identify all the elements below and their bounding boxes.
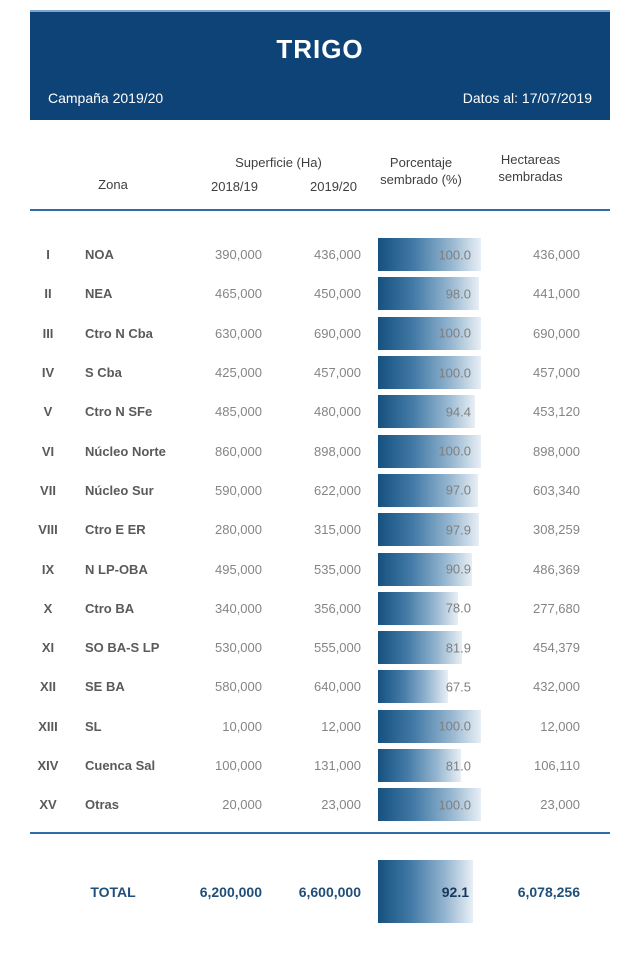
zone-numeral: XI xyxy=(41,640,55,656)
hectareas-sembradas: 898,000 xyxy=(533,443,580,459)
zone-name: SO BA-S LP xyxy=(85,640,160,656)
superficie-2018-19: 580,000 xyxy=(215,679,262,695)
superficie-2019-20: 436,000 xyxy=(314,247,361,263)
percent-bar-track xyxy=(378,749,481,782)
superficie-2019-20: 535,000 xyxy=(314,561,361,577)
zone-numeral: III xyxy=(42,325,54,341)
superficie-2019-20: 690,000 xyxy=(314,325,361,341)
report-header-banner xyxy=(30,10,610,120)
total-superficie-2019-20: 6,600,000 xyxy=(298,883,361,900)
table-row xyxy=(30,274,610,313)
hectareas-sembradas: 457,000 xyxy=(533,365,580,381)
superficie-2018-19: 590,000 xyxy=(215,482,262,498)
zone-name: SE BA xyxy=(85,679,125,695)
superficie-2019-20: 898,000 xyxy=(314,443,361,459)
table-row xyxy=(30,314,610,353)
zone-name: Ctro E ER xyxy=(85,522,146,538)
superficie-2019-20: 356,000 xyxy=(314,600,361,616)
total-label: TOTAL xyxy=(90,883,136,900)
col-header-superficie: Superficie (Ha) xyxy=(235,155,322,170)
percent-value: 100.0 xyxy=(438,443,471,459)
hectareas-sembradas: 277,680 xyxy=(533,600,580,616)
table-row xyxy=(30,510,610,549)
total-superficie-2018-19: 6,200,000 xyxy=(199,883,262,900)
hectareas-sembradas: 690,000 xyxy=(533,325,580,341)
table-row xyxy=(30,235,610,274)
total-divider-line xyxy=(30,832,610,834)
superficie-2018-19: 530,000 xyxy=(215,640,262,656)
col-header-zona: Zona xyxy=(98,177,128,192)
table-row xyxy=(30,628,610,667)
percent-value: 67.5 xyxy=(445,679,471,695)
superficie-2019-20: 457,000 xyxy=(314,365,361,381)
superficie-2018-19: 425,000 xyxy=(215,365,262,381)
total-hectareas-sembradas: 6,078,256 xyxy=(517,883,580,900)
zone-name: Ctro BA xyxy=(85,600,135,616)
table-row xyxy=(30,785,610,824)
percent-value: 78.0 xyxy=(445,600,471,616)
superficie-2018-19: 860,000 xyxy=(215,443,262,459)
hectareas-sembradas: 603,340 xyxy=(533,482,580,498)
zone-name: NOA xyxy=(85,247,114,263)
table-row xyxy=(30,471,610,510)
zone-name: Otras xyxy=(85,797,119,813)
superficie-2019-20: 131,000 xyxy=(314,758,361,773)
zone-name: N LP-OBA xyxy=(85,561,148,577)
hectareas-sembradas: 12,000 xyxy=(540,718,580,734)
percent-bar-track xyxy=(378,395,481,428)
superficie-2019-20: 12,000 xyxy=(321,718,361,734)
percent-value: 90.9 xyxy=(445,561,471,577)
zone-name: Ctro N Cba xyxy=(85,325,153,341)
hectareas-sembradas: 441,000 xyxy=(533,286,580,302)
zone-numeral: IV xyxy=(41,365,55,381)
percent-value: 97.0 xyxy=(445,482,471,498)
zone-numeral: XV xyxy=(39,797,57,813)
zone-name: NEA xyxy=(85,286,113,302)
percent-value: 100.0 xyxy=(438,325,471,341)
percent-bar-track xyxy=(378,474,481,507)
hectareas-sembradas: 486,369 xyxy=(533,561,580,577)
total-percent-bar-track xyxy=(378,860,481,923)
percent-bar-track xyxy=(378,631,481,664)
percent-bar-track xyxy=(378,356,481,389)
superficie-2019-20: 450,000 xyxy=(314,286,361,302)
report-subheader xyxy=(30,90,610,120)
report-title: TRIGO xyxy=(276,34,364,64)
hectareas-sembradas: 454,379 xyxy=(533,640,580,656)
zone-numeral: IX xyxy=(41,561,55,577)
percent-value: 97.9 xyxy=(445,522,471,538)
zone-numeral: XIII xyxy=(38,718,58,734)
table-row xyxy=(30,707,610,746)
zone-numeral: XII xyxy=(40,679,56,695)
superficie-2019-20: 555,000 xyxy=(314,640,361,656)
zone-name: SL xyxy=(85,718,102,734)
hectareas-sembradas: 106,110 xyxy=(533,758,580,773)
zone-name: Ctro N SFe xyxy=(85,404,153,420)
hectareas-sembradas: 23,000 xyxy=(540,797,580,813)
percent-bar-track xyxy=(378,710,481,743)
hectareas-sembradas: 453,120 xyxy=(533,404,580,420)
campaign-label: Campaña 2019/20 xyxy=(48,90,164,106)
total-percent-value: 92.1 xyxy=(441,883,469,900)
table-row xyxy=(30,589,610,628)
percent-value: 100.0 xyxy=(438,797,471,813)
percent-value: 100.0 xyxy=(438,365,471,381)
percent-bar-track xyxy=(378,788,481,821)
col-header-superficie-group xyxy=(196,155,361,194)
zone-numeral: VII xyxy=(40,482,56,498)
zone-name: Núcleo Sur xyxy=(85,482,154,498)
col-header-years xyxy=(196,179,361,194)
superficie-2018-19: 495,000 xyxy=(215,561,262,577)
superficie-2019-20: 622,000 xyxy=(314,482,361,498)
percent-value: 81.9 xyxy=(445,640,471,656)
percent-bar xyxy=(378,670,448,703)
superficie-2018-19: 100,000 xyxy=(215,758,262,773)
percent-bar-track xyxy=(378,553,481,586)
table-row xyxy=(30,392,610,431)
percent-bar-track xyxy=(378,670,481,703)
zone-numeral: X xyxy=(43,600,53,616)
col-header-hectareas-line1: Hectareas xyxy=(500,152,561,167)
table-row xyxy=(30,746,610,785)
percent-bar-track xyxy=(378,513,481,546)
percent-value: 100.0 xyxy=(438,718,471,734)
superficie-2019-20: 480,000 xyxy=(314,404,361,420)
col-header-porcentaje-line1: Porcentaje xyxy=(389,155,453,170)
col-header-hectareas-line2: sembradas xyxy=(498,169,563,184)
percent-value: 100.0 xyxy=(438,247,471,263)
superficie-2018-19: 630,000 xyxy=(215,325,262,341)
table-rows xyxy=(30,235,610,824)
percent-bar-track xyxy=(378,238,481,271)
zone-numeral: I xyxy=(46,247,50,263)
percent-value: 81.0 xyxy=(445,758,471,773)
superficie-2019-20: 315,000 xyxy=(314,522,361,538)
superficie-2018-19: 20,000 xyxy=(222,797,262,813)
zone-name: S Cba xyxy=(85,365,122,381)
hectareas-sembradas: 436,000 xyxy=(533,247,580,263)
total-row xyxy=(30,860,610,923)
percent-bar-track xyxy=(378,317,481,350)
hectareas-sembradas: 432,000 xyxy=(533,679,580,695)
table-column-headers xyxy=(30,142,610,194)
trigo-report xyxy=(30,10,610,923)
superficie-2019-20: 640,000 xyxy=(314,679,361,695)
col-header-porcentaje xyxy=(361,154,481,194)
zone-name: Núcleo Norte xyxy=(85,443,166,459)
zone-numeral: V xyxy=(43,404,53,420)
zone-numeral: XIV xyxy=(37,758,59,773)
percent-bar-track xyxy=(378,435,481,468)
superficie-2018-19: 485,000 xyxy=(215,404,262,420)
percent-value: 98.0 xyxy=(445,286,471,302)
percent-value: 94.4 xyxy=(445,404,471,420)
superficie-2018-19: 340,000 xyxy=(215,600,262,616)
superficie-2018-19: 465,000 xyxy=(215,286,262,302)
table-row xyxy=(30,667,610,706)
percent-bar-track xyxy=(378,592,481,625)
superficie-2018-19: 390,000 xyxy=(215,247,262,263)
percent-bar-track xyxy=(378,277,481,310)
superficie-2018-19: 280,000 xyxy=(215,522,262,538)
superficie-2018-19: 10,000 xyxy=(222,718,262,734)
zone-name: Cuenca Sal xyxy=(85,758,156,773)
table-row xyxy=(30,431,610,470)
table-row xyxy=(30,549,610,588)
superficie-2019-20: 23,000 xyxy=(321,797,361,813)
zone-numeral: VIII xyxy=(38,522,58,538)
col-header-porcentaje-line2: sembrado (%) xyxy=(380,172,462,187)
col-header-2018-19: 2018/19 xyxy=(211,179,258,194)
header-divider-line xyxy=(30,209,610,211)
table-row xyxy=(30,353,610,392)
zone-numeral: II xyxy=(44,286,52,302)
col-header-2019-20: 2019/20 xyxy=(310,179,357,194)
hectareas-sembradas: 308,259 xyxy=(533,522,580,538)
zone-numeral: VI xyxy=(41,443,55,459)
col-header-hectareas xyxy=(481,151,580,194)
data-date-label: Datos al: 17/07/2019 xyxy=(462,90,592,106)
